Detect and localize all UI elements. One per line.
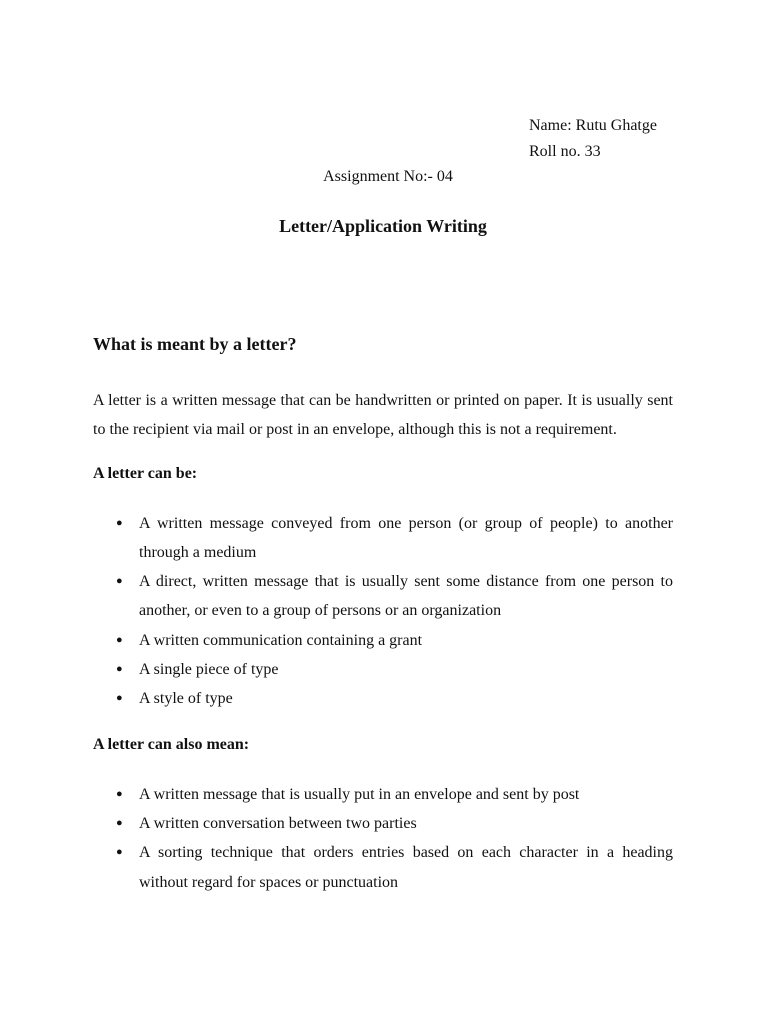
bullet-icon: ● — [116, 692, 123, 705]
list-item — [93, 684, 673, 713]
document-body — [93, 332, 673, 897]
list-item-text: A written message conveyed from one person (or group of people) to another through a medium — [139, 514, 673, 561]
bullet-icon: ● — [116, 575, 123, 588]
also-mean-list — [93, 780, 673, 897]
bullet-icon: ● — [116, 516, 123, 529]
roll-number: Roll no. 33 — [529, 143, 601, 160]
list-item-text: A single piece of type — [139, 661, 279, 679]
list-item-text: A written conversation between two parties — [139, 814, 417, 832]
section-heading: What is meant by a letter? — [93, 334, 297, 354]
student-info — [529, 113, 657, 165]
bullet-icon: ● — [116, 663, 123, 676]
bullet-icon: ● — [116, 846, 123, 859]
list-item — [93, 509, 673, 568]
bullet-icon: ● — [116, 787, 123, 800]
list-item — [93, 780, 673, 809]
list-item-text: A direct, written message that is usually sent some distance from one person to another, or even to a group of persons or an organization — [139, 573, 673, 620]
can-be-heading: A letter can be: — [93, 464, 198, 482]
document-title: Letter/Application Writing — [279, 216, 487, 236]
list-item — [93, 567, 673, 626]
list-item-text: A sorting technique that orders entries based on each character in a heading without regard for spaces or punctuation — [139, 844, 673, 891]
student-name: Name: Rutu Ghatge — [529, 117, 657, 134]
bullet-icon: ● — [116, 633, 123, 646]
list-item — [93, 838, 673, 897]
intro-paragraph: A letter is a written message that can be handwritten or printed on paper. It is usually sent to the recipient via mail or post in an envelope, although this is not a requirement. — [93, 392, 673, 439]
can-be-list — [93, 509, 673, 714]
list-item — [93, 626, 673, 655]
list-item-text: A style of type — [139, 690, 233, 708]
bullet-icon: ● — [116, 816, 123, 829]
list-item — [93, 809, 673, 838]
assignment-number: Assignment No:- 04 — [323, 168, 453, 185]
list-item-text: A written communication containing a grant — [139, 631, 423, 649]
list-item-text: A written message that is usually put in an envelope and sent by post — [139, 785, 580, 803]
also-mean-heading: A letter can also mean: — [93, 735, 250, 753]
list-item — [93, 655, 673, 684]
